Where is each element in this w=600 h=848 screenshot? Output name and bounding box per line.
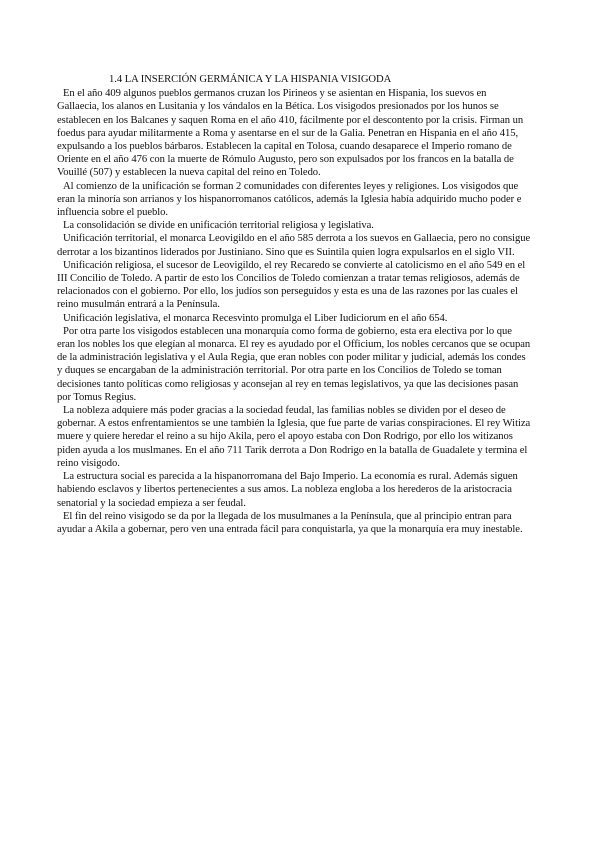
- paragraph-social-structure: La estructura social es parecida a la hispanorromana del Bajo Imperio. La economía es rural. Además siguen habiendo esclavos y libertos pertenecientes a sus amos. La nobleza engloba a los herederos de la aristocracia senatorial y la sociedad empieza a ser feudal.: [57, 471, 518, 509]
- paragraph-monarchy: Por otra parte los visigodos establecen una monarquía como forma de gobierno, esta era electiva por lo que eran los nobles los que elegían al monarca. El rey es ayudado por el Officium, los nobles cercanos que se ocupan de la administración legislativa y el Aula Regia, que eran nobles con poder militar y judicial, además los condes y duques se encargaban de la administración territorial. Por otra parte en los Concilios de Toledo se toman decisiones tanto políticas como religiosas y aconsejan al rey en temas legislativos, ya que las decisiones pasan por Tomus Regius.: [57, 325, 531, 403]
- paragraph-consolidation: La consolidación se divide en unificación territorial religiosa y legislativa.: [63, 220, 374, 232]
- paragraph-religious: Unificación religiosa, el sucesor de Leovigildo, el rey Recaredo se convierte al catolicismo en el año 549 en el III Concilio de Toledo. A partir de esto los Concilios de Toledo comienzan a tratar temas religiosos, además de relacionados con el gobierno. Por ello, los judíos son perseguidos y esta es una de las razones por las cuales el reino musulmán entrará a la Península.: [57, 259, 526, 311]
- paragraph-nobility: La nobleza adquiere más poder gracias a la sociedad feudal, las familias nobles se dividen por el deseo de gobernar. A estos enfrentamientos se une también la Iglesia, que fue parte de varias conspiraciones. El rey Witiza muere y quiere heredar el reino a su hijo Akila, pero el apoyo estaba con Don Rodrigo, por ello los witizanos piden ayuda a los muslmanes. En el año 711 Tarik derrota a Don Rodrigo en la batalla de Guadalete y termina el reino visigodo.: [57, 405, 531, 469]
- section-heading: 1.4 LA INSERCIÓN GERMÁNICA Y LA HISPANIA VISIGODA: [109, 74, 392, 85]
- document-body: [57, 73, 531, 536]
- paragraph-end-of-kingdom: El fin del reino visigodo se da por la llegada de los musulmanes a la Península, que al principio entran para ayudar a Akila a gobernar, pero ven una entrada fácil para conquistarla, ya que la monarquía era muy inestable.: [57, 510, 523, 535]
- paragraph-legislative: Unificación legislativa, el monarca Recesvinto promulga el Liber Iudiciorum en el año 654.: [63, 312, 448, 324]
- paragraph-intro: En el año 409 algunos pueblos germanos cruzan los Pirineos y se asientan en Hispania, los suevos en Gallaecia, los alanos en Lusitania y los vándalos en la Bética. Los visigodos presionados por los hunos se establecen en los Balcanes y saquen Roma en el año 410, fácilmente por el descontento por la crisis. Firman un foedus para ayudar militarmente a Roma y asentarse en el sur de la Galia. Penetran en Hispania en el año 415, expulsando a los pueblos bárbaros. Establecen la capital en Tolosa, cuando desaparece el Imperio romano de Oriente en el año 476 con la muerte de Rómulo Augusto, pero son expulsados por los francos en la batalla de Vouillé (507) y establecen la nueva capital del reino en Toledo.: [57, 88, 524, 179]
- paragraph-unification-start: Al comienzo de la unificación se forman 2 comunidades con diferentes leyes y religiones. Los visigodos que eran la minoría son arrianos y los hispanorromanos católicos, además la Iglesia había adquirido mucho poder e influencia sobre el pueblo.: [57, 180, 522, 219]
- paragraph-territorial: Unificación territorial, el monarca Leovigildo en el año 585 derrota a los suevos en Gallaecia, pero no consigue derrotar a los bizantinos liderados por Justiniano. Sino que es Suintila quien logra expulsarlos en el siglo VII.: [57, 233, 531, 258]
